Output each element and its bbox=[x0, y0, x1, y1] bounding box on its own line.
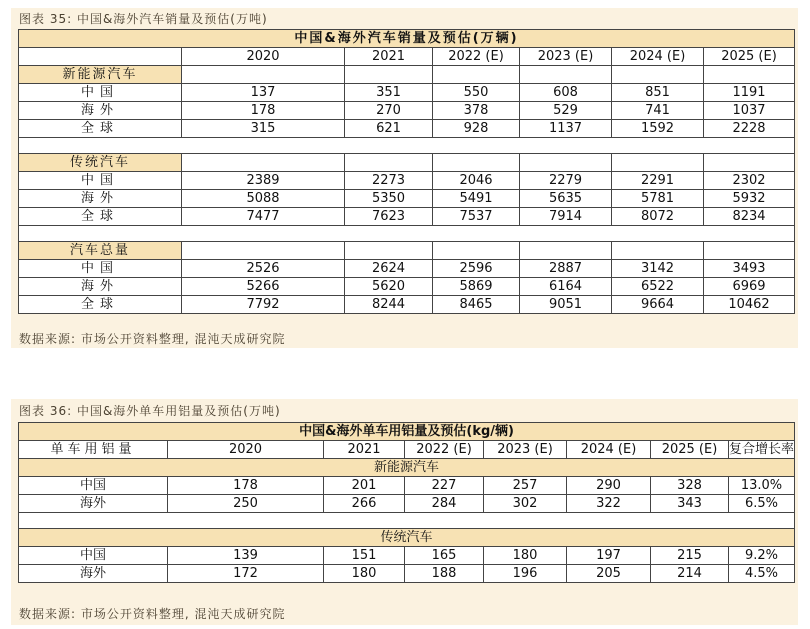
cagr-cell: 4.5% bbox=[729, 565, 795, 583]
table-row bbox=[19, 260, 795, 278]
value-cell: 2596 bbox=[433, 260, 520, 278]
table-row bbox=[19, 278, 795, 296]
header-corner bbox=[19, 48, 182, 66]
spacer-row bbox=[19, 513, 795, 529]
value-cell: 741 bbox=[612, 102, 704, 120]
year-header: 2025 (E) bbox=[651, 441, 729, 459]
value-cell: 2887 bbox=[520, 260, 612, 278]
table-row bbox=[19, 547, 795, 565]
year-header: 2025 (E) bbox=[704, 48, 795, 66]
value-cell: 5491 bbox=[433, 190, 520, 208]
value-cell: 165 bbox=[405, 547, 484, 565]
value-cell: 205 bbox=[567, 565, 651, 583]
section-row bbox=[19, 459, 795, 477]
section-row bbox=[19, 66, 795, 84]
region-label: 海外 bbox=[19, 278, 182, 296]
value-cell: 302 bbox=[484, 495, 567, 513]
spacer-row bbox=[19, 138, 795, 154]
value-cell: 5869 bbox=[433, 278, 520, 296]
figure-36-caption: 图表 36: 中国&海外单车用铝量及预估(万吨) bbox=[19, 404, 281, 418]
figure-35-table-title: 中国&海外汽车销量及预估(万辆) bbox=[19, 30, 795, 48]
value-cell: 6522 bbox=[612, 278, 704, 296]
value-cell: 378 bbox=[433, 102, 520, 120]
cagr-cell: 13.0% bbox=[729, 477, 795, 495]
figure-36-source: 数据来源: 市场公开资料整理, 混沌天成研究院 bbox=[19, 607, 286, 621]
year-header: 2021 bbox=[324, 441, 405, 459]
section-row bbox=[19, 154, 795, 172]
value-cell: 215 bbox=[651, 547, 729, 565]
value-cell: 6969 bbox=[704, 278, 795, 296]
value-cell: 5932 bbox=[704, 190, 795, 208]
table-row bbox=[19, 120, 795, 138]
region-label: 海外 bbox=[19, 190, 182, 208]
figure-35-source: 数据来源: 市场公开资料整理, 混沌天成研究院 bbox=[19, 332, 286, 346]
value-cell: 5781 bbox=[612, 190, 704, 208]
value-cell: 180 bbox=[324, 565, 405, 583]
region-label: 中国 bbox=[19, 547, 168, 565]
value-cell: 197 bbox=[567, 547, 651, 565]
value-cell: 2389 bbox=[182, 172, 345, 190]
table-row bbox=[19, 296, 795, 314]
region-label: 中国 bbox=[19, 477, 168, 495]
table-row bbox=[19, 477, 795, 495]
region-label: 全球 bbox=[19, 296, 182, 314]
figure-35-panel bbox=[11, 8, 798, 348]
cagr-header: 复合增长率 bbox=[729, 441, 795, 457]
year-header: 2023 (E) bbox=[484, 441, 567, 459]
value-cell: 178 bbox=[168, 477, 324, 495]
spacer-row bbox=[19, 226, 795, 242]
figure-35-caption: 图表 35: 中国&海外汽车销量及预估(万吨) bbox=[19, 12, 268, 26]
value-cell: 928 bbox=[433, 120, 520, 138]
table-row bbox=[19, 172, 795, 190]
value-cell: 7623 bbox=[345, 208, 433, 226]
value-cell: 2526 bbox=[182, 260, 345, 278]
value-cell: 270 bbox=[345, 102, 433, 120]
value-cell: 5635 bbox=[520, 190, 612, 208]
figure-35-header-row bbox=[19, 48, 795, 66]
value-cell: 351 bbox=[345, 84, 433, 102]
value-cell: 8244 bbox=[345, 296, 433, 314]
value-cell: 2273 bbox=[345, 172, 433, 190]
figure-36-panel bbox=[11, 399, 798, 625]
section-row bbox=[19, 242, 795, 260]
value-cell: 621 bbox=[345, 120, 433, 138]
section-label: 传统汽车 bbox=[19, 154, 182, 172]
value-cell: 3142 bbox=[612, 260, 704, 278]
value-cell: 315 bbox=[182, 120, 345, 138]
table-row bbox=[19, 565, 795, 583]
value-cell: 8234 bbox=[704, 208, 795, 226]
region-label: 中国 bbox=[19, 172, 182, 190]
value-cell: 550 bbox=[433, 84, 520, 102]
value-cell: 5350 bbox=[345, 190, 433, 208]
region-label: 海外 bbox=[19, 102, 182, 120]
value-cell: 343 bbox=[651, 495, 729, 513]
value-cell: 5088 bbox=[182, 190, 345, 208]
figure-36-table-title: 中国&海外单车用铝量及预估(kg/辆) bbox=[19, 423, 795, 441]
cagr-cell: 6.5% bbox=[729, 495, 795, 513]
year-header: 2020 bbox=[168, 441, 324, 459]
section-label: 新能源汽车 bbox=[19, 459, 795, 477]
value-cell: 137 bbox=[182, 84, 345, 102]
value-cell: 5266 bbox=[182, 278, 345, 296]
figure-36-header-row bbox=[19, 441, 795, 459]
value-cell: 266 bbox=[324, 495, 405, 513]
value-cell: 250 bbox=[168, 495, 324, 513]
table-row bbox=[19, 102, 795, 120]
value-cell: 178 bbox=[182, 102, 345, 120]
region-label: 海外 bbox=[19, 495, 168, 513]
value-cell: 3493 bbox=[704, 260, 795, 278]
value-cell: 180 bbox=[484, 547, 567, 565]
value-cell: 214 bbox=[651, 565, 729, 583]
table-row bbox=[19, 84, 795, 102]
value-cell: 8465 bbox=[433, 296, 520, 314]
value-cell: 1592 bbox=[612, 120, 704, 138]
value-cell: 10462 bbox=[704, 296, 795, 314]
region-label: 全球 bbox=[19, 208, 182, 226]
value-cell: 7477 bbox=[182, 208, 345, 226]
year-header: 2022 (E) bbox=[433, 48, 520, 66]
figure-35-table bbox=[18, 29, 795, 314]
year-header: 2024 (E) bbox=[612, 48, 704, 66]
value-cell: 257 bbox=[484, 477, 567, 495]
cagr-cell: 9.2% bbox=[729, 547, 795, 565]
value-cell: 284 bbox=[405, 495, 484, 513]
value-cell: 7792 bbox=[182, 296, 345, 314]
region-label: 中国 bbox=[19, 84, 182, 102]
value-cell: 201 bbox=[324, 477, 405, 495]
region-label: 全球 bbox=[19, 120, 182, 138]
value-cell: 9664 bbox=[612, 296, 704, 314]
value-cell: 2302 bbox=[704, 172, 795, 190]
value-cell: 2624 bbox=[345, 260, 433, 278]
header-label: 单车用铝量 bbox=[19, 441, 168, 459]
value-cell: 529 bbox=[520, 102, 612, 120]
value-cell: 151 bbox=[324, 547, 405, 565]
table-row bbox=[19, 190, 795, 208]
year-header: 2024 (E) bbox=[567, 441, 651, 459]
table-row bbox=[19, 208, 795, 226]
value-cell: 1137 bbox=[520, 120, 612, 138]
value-cell: 2046 bbox=[433, 172, 520, 190]
value-cell: 196 bbox=[484, 565, 567, 583]
value-cell: 7537 bbox=[433, 208, 520, 226]
value-cell: 172 bbox=[168, 565, 324, 583]
value-cell: 8072 bbox=[612, 208, 704, 226]
region-label: 中国 bbox=[19, 260, 182, 278]
section-label: 传统汽车 bbox=[19, 529, 795, 547]
year-header: 2020 bbox=[182, 48, 345, 66]
value-cell: 2291 bbox=[612, 172, 704, 190]
value-cell: 139 bbox=[168, 547, 324, 565]
year-header: 2021 bbox=[345, 48, 433, 66]
value-cell: 608 bbox=[520, 84, 612, 102]
value-cell: 6164 bbox=[520, 278, 612, 296]
region-label: 海外 bbox=[19, 565, 168, 583]
year-header: 2023 (E) bbox=[520, 48, 612, 66]
section-row bbox=[19, 529, 795, 547]
section-label: 汽车总量 bbox=[19, 242, 182, 260]
section-label: 新能源汽车 bbox=[19, 66, 182, 84]
value-cell: 851 bbox=[612, 84, 704, 102]
value-cell: 188 bbox=[405, 565, 484, 583]
value-cell: 5620 bbox=[345, 278, 433, 296]
value-cell: 290 bbox=[567, 477, 651, 495]
year-header: 2022 (E) bbox=[405, 441, 484, 459]
value-cell: 2279 bbox=[520, 172, 612, 190]
value-cell: 9051 bbox=[520, 296, 612, 314]
value-cell: 7914 bbox=[520, 208, 612, 226]
figure-36-table bbox=[18, 422, 795, 583]
value-cell: 328 bbox=[651, 477, 729, 495]
value-cell: 1037 bbox=[704, 102, 795, 120]
value-cell: 2228 bbox=[704, 120, 795, 138]
table-row bbox=[19, 495, 795, 513]
value-cell: 227 bbox=[405, 477, 484, 495]
value-cell: 322 bbox=[567, 495, 651, 513]
value-cell: 1191 bbox=[704, 84, 795, 102]
